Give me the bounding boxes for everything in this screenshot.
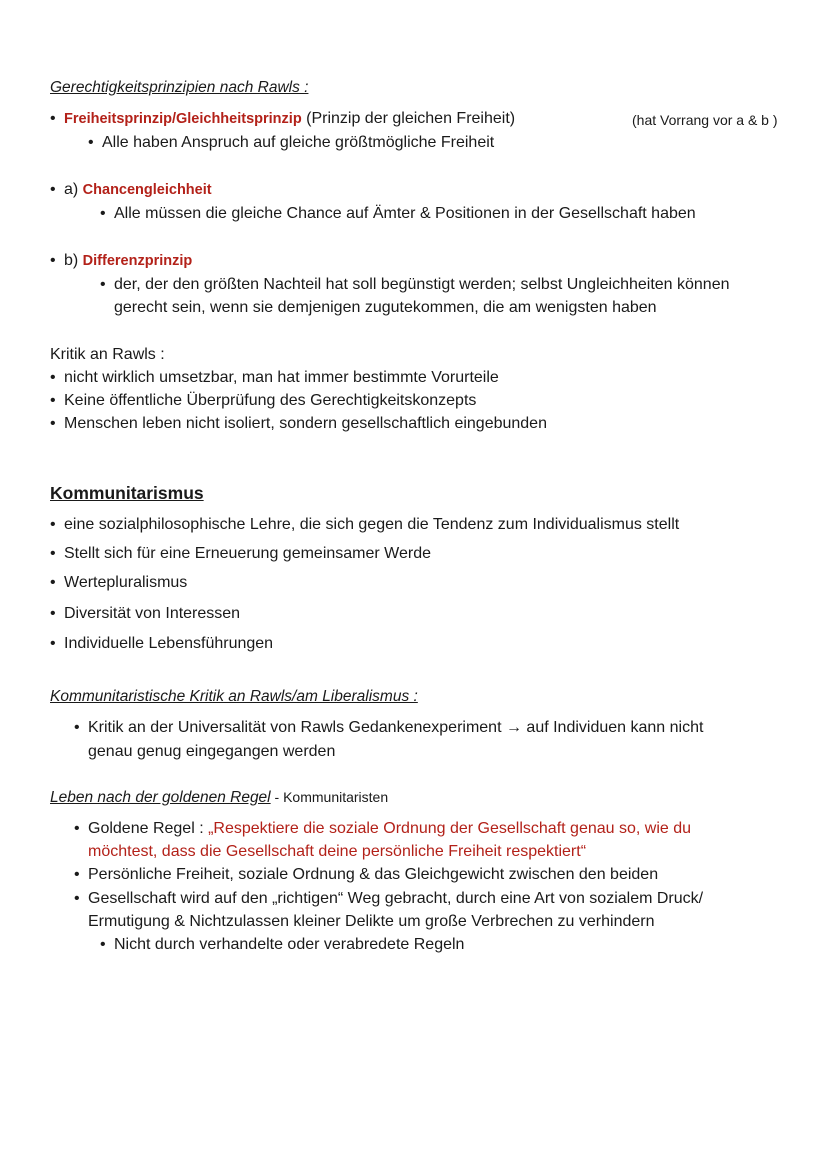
- principle-3-sub-line1: der, der den größten Nachteil hat soll begünstigt werden; selbst Ungleichheiten können: [114, 276, 730, 293]
- principle-3-term: Differenzprinzip: [82, 253, 193, 269]
- bullet-marker: •: [50, 574, 56, 591]
- bullet-marker: •: [100, 936, 106, 953]
- bullet-marker: •: [100, 205, 106, 222]
- precedence-note: (hat Vorrang vor a & b ): [632, 112, 778, 128]
- kommunitarismus-item: eine sozialphilosophische Lehre, die sich gegen die Tendenz zum Individualismus stellt: [64, 516, 680, 533]
- principle-1: [64, 107, 515, 131]
- bullet-marker: •: [100, 276, 106, 293]
- golden-rule-quote-line2: möchtest, dass die Gesellschaft deine persönliche Freiheit respektiert“: [88, 843, 587, 860]
- bullet-marker: •: [50, 392, 56, 409]
- principle-1-rest: (Prinzip der gleichen Freiheit): [301, 110, 516, 127]
- komm-kritik-line2: genau genug eingegangen werden: [88, 743, 336, 760]
- komm-kritik-heading: Kommunitaristische Kritik an Rawls/am Liberalismus :: [50, 688, 418, 705]
- kommunitarismus-item: Stellt sich für eine Erneuerung gemeinsamer Werde: [64, 545, 431, 562]
- bullet-marker: •: [88, 134, 94, 151]
- regel-title-rest: - Kommunitaristen: [270, 789, 389, 805]
- bullet-marker: •: [50, 181, 56, 198]
- bullet-marker: •: [50, 369, 56, 386]
- bullet-marker: •: [50, 252, 56, 269]
- regel-item-3-line1: Gesellschaft wird auf den „richtigen“ Weg gebracht, durch eine Art von sozialem Druck/: [88, 890, 704, 907]
- kritik-heading: Kritik an Rawls :: [50, 346, 165, 363]
- regel-item-2: Persönliche Freiheit, soziale Ordnung & das Gleichgewicht zwischen den beiden: [88, 866, 659, 883]
- kommunitarismus-item: Individuelle Lebensführungen: [64, 635, 274, 652]
- principle-3-sub-line2: gerecht sein, wenn sie demjenigen zugutekommen, die am wenigsten haben: [114, 299, 657, 316]
- regel-item-1-line1: [88, 817, 691, 840]
- principle-1-sub: Alle haben Anspruch auf gleiche größtmögliche Freiheit: [102, 134, 495, 151]
- bullet-marker: •: [50, 516, 56, 533]
- kritik-item: Keine öffentliche Überprüfung des Gerechtigkeitskonzepts: [64, 392, 477, 409]
- kommunitarismus-item: Wertepluralismus: [64, 574, 188, 591]
- bullet-marker: •: [50, 545, 56, 562]
- bullet-marker: •: [74, 820, 80, 837]
- principle-3-prefix: b): [64, 252, 83, 269]
- regel-item-3-sub: Nicht durch verhandelte oder verabredete Regeln: [114, 936, 465, 953]
- principle-2-sub: Alle müssen die gleiche Chance auf Ämter & Positionen in der Gesellschaft haben: [114, 205, 696, 222]
- kommunitarismus-item: Diversität von Interessen: [64, 605, 241, 622]
- kommunitarismus-heading: Kommunitarismus: [50, 483, 204, 503]
- principle-1-term: Freiheitsprinzip/Gleichheitsprinzip: [64, 111, 302, 127]
- principle-2: [64, 178, 212, 202]
- kritik-item: nicht wirklich umsetzbar, man hat immer bestimmte Vorurteile: [64, 369, 499, 386]
- principle-2-term: Chancengleichheit: [82, 182, 212, 198]
- komm-kritik-line1: Kritik an der Universalität von Rawls Gedankenexperiment → auf Individuen kann nicht: [88, 719, 704, 736]
- rawls-heading: Gerechtigkeitsprinzipien nach Rawls :: [50, 79, 309, 96]
- regel-item-1-prefix: Goldene Regel :: [88, 820, 209, 837]
- bullet-marker: •: [50, 635, 56, 652]
- golden-rule-quote: „Respektiere die soziale Ordnung der Gesellschaft genau so, wie du: [208, 820, 692, 837]
- bullet-marker: •: [74, 866, 80, 883]
- bullet-marker: •: [50, 605, 56, 622]
- principle-2-prefix: a): [64, 181, 83, 198]
- bullet-marker: •: [74, 890, 80, 907]
- bullet-marker: •: [50, 415, 56, 432]
- principle-3: [64, 249, 192, 273]
- bullet-marker: •: [74, 719, 80, 736]
- regel-heading: [50, 789, 388, 807]
- regel-title: Leben nach der goldenen Regel: [50, 789, 271, 806]
- kritik-item: Menschen leben nicht isoliert, sondern gesellschaftlich eingebunden: [64, 415, 547, 432]
- regel-item-3-line2: Ermutigung & Nichtzulassen kleiner Delikte um große Verbrechen zu verhindern: [88, 913, 655, 930]
- bullet-marker: •: [50, 110, 56, 127]
